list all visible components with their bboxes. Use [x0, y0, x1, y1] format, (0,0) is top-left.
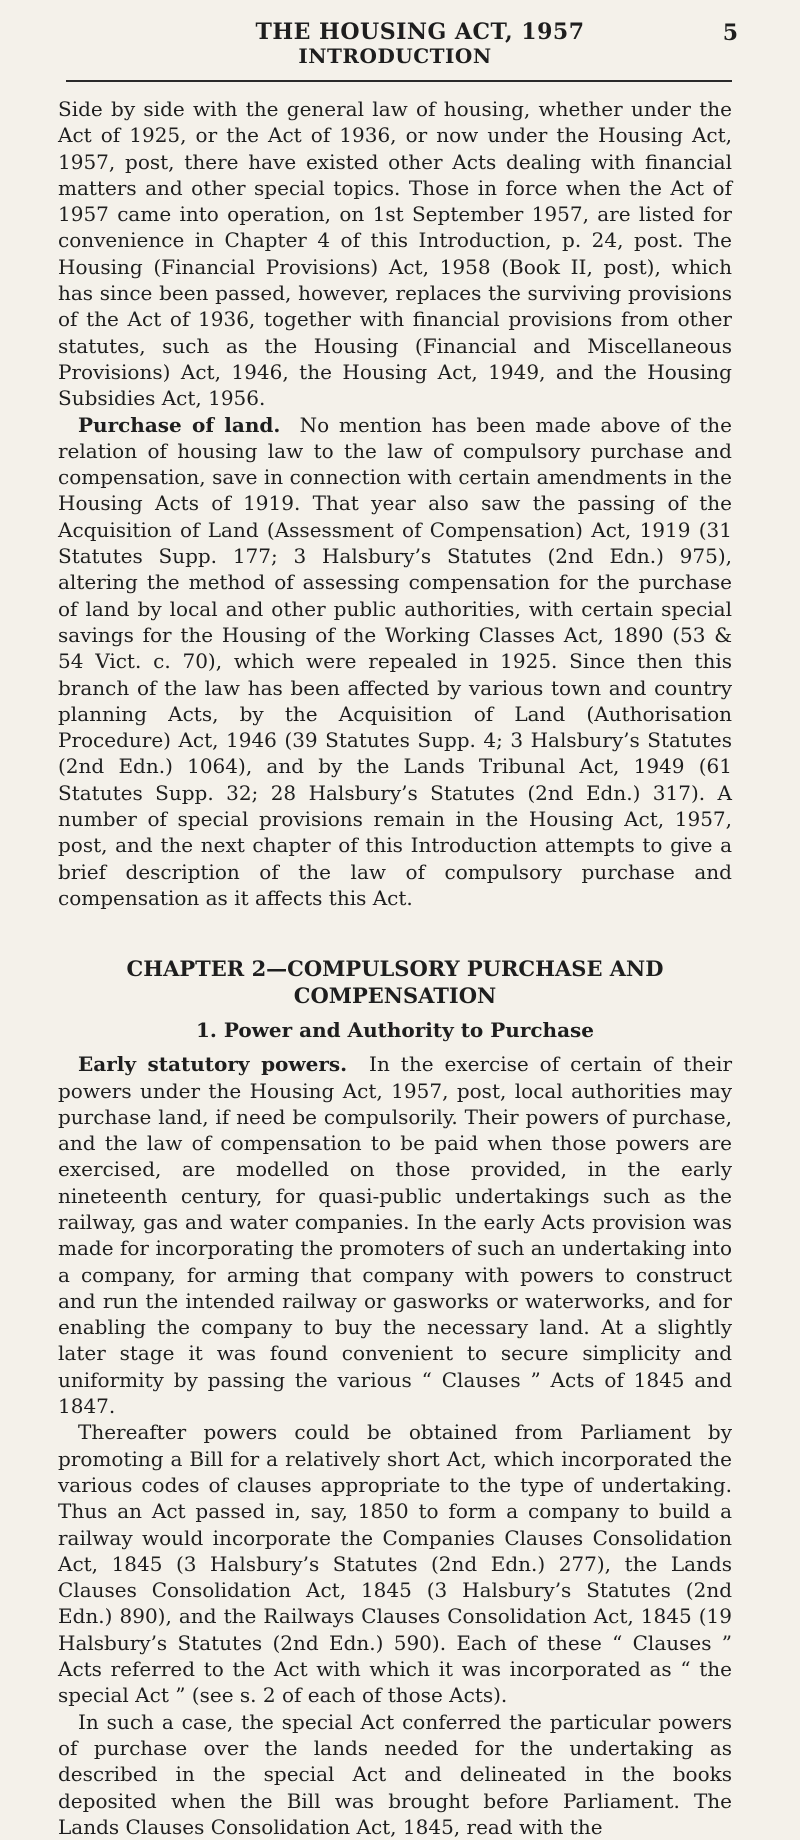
section-heading: 1. Power and Authority to Purchase	[195, 1018, 595, 1043]
paragraph-text: No mention has been made above of the relation of housing law to the law of compulsory purchase and compensation, save in connection with certain amendments in the Housing Acts of 1919. That year also saw the passing of the Acquisition of Land (Assessment of Compensation) Act, 1919 (31 Statutes Supp. 177; 3 Halsbury’s Statutes (2nd Edn.) 975), altering the method of assessing compensation for the purchase of land by local and other public authorities, with certain special savings for the Housing of the Working Classes Act, 1890 (53 & 54 Vict. c. 70), which were repealed in 1925. Since then this branch of the law has been affected by various town and country planning Acts, by the Acquisition of Land (Authorisation Procedure) Act, 1946 (39 Statutes Supp. 4; 3 Halsbury’s Statutes (2nd Edn.) 1064), and by the Lands Tribunal Act, 1949 (61 Statutes Supp. 32; 28 Halsbury’s Statutes (2nd Edn.) 317). A number of special provisions remain in the Housing Act, 1957, post, and the next chapter of this Introduction attempts to give a brief description of the law of compulsory purchase and compensation as it affects this Act.	[58, 412, 732, 910]
intro-paragraph-1: Side by side with the general law of housing, whether under the Act of 1925, or the Act of 1936, or now under the Housing Act, 1957, post, there have existed other Acts dealing with financial matters and other special topics. Those in force when the Act of 1957 came into operation, on 1st September 1957, are listed for convenience in Chapter 4 of this Introduction, p. 24, post. The Housing (Financial Provisions) Act, 1958 (Book II, post), which has since been passed, however, replaces the surviving provisions of the Act of 1936, together with financial provisions from other statutes, such as the Housing (Financial and Miscellaneous Provisions) Act, 1946, the Housing Act, 1949, and the Housing Subsidies Act, 1956.	[58, 97, 732, 411]
paragraph-text: In the exercise of certain of their powers under the Housing Act, 1957, post, local authorities may purchase land, if need be compulsorily. Their powers of purchase, and the law of compensation to be paid when those powers are exercised, are modelled on those provided, in the early nineteenth century, for quasi-public undertakings such as the railway, gas and water companies. In the early Acts provision was made for incorporating the promoters of such an undertaking into a company, for arming that company with powers to construct and run the intended railway or gasworks or waterworks, and for enabling the company to buy the necessary land. At a slightly later stage it was found convenient to secure simplicity and uniformity by passing the various “ Clauses ” Acts of 1845 and 1847.	[58, 1052, 733, 1419]
header-subtitle: INTRODUCTION	[298, 44, 492, 68]
running-header	[58, 19, 738, 74]
intro-paragraph-2	[58, 412, 732, 912]
chapter-paragraph-2: Thereafter powers could be obtained from Parliament by promoting a Bill for a relatively short Act, which incorporated the various codes of clauses appropriate to the type of undertaking. Thus an Act passed in, say, 1850 to form a company to build a railway would incorporate the Companies Clauses Consolidation Act, 1845 (3 Halsbury’s Statutes (2nd Edn.) 277), the Lands Clauses Consolidation Act, 1845 (3 Halsbury’s Statutes (2nd Edn.) 890), and the Railways Clauses Consolidation Act, 1845 (19 Halsbury’s Statutes (2nd Edn.) 590). Each of these “ Clauses ” Acts referred to the Act with which it was incorporated as “ the special Act ” (see s. 2 of each of those Acts).	[58, 1420, 732, 1708]
page-number: 5	[722, 20, 738, 46]
run-in-heading-purchase-of-land: Purchase of land.	[78, 412, 281, 437]
chapter-paragraph-1	[58, 1051, 732, 1419]
chapter-heading	[58, 955, 732, 1009]
header-rule	[66, 80, 732, 82]
chapter-heading-line-2: COMPENSATION	[293, 983, 497, 1009]
run-in-heading-early-statutory-powers: Early statutory powers.	[78, 1052, 348, 1077]
header-title: THE HOUSING ACT, 1957	[255, 19, 585, 45]
chapter-paragraph-3: In such a case, the special Act conferred the particular powers of purchase over the lands needed for the undertaking as described in the special Act and delineated in the books deposited when the Bill was brought before Parliament. The Lands Clauses Consolidation Act, 1845, read with the	[58, 1709, 732, 1839]
chapter-heading-line-1: CHAPTER 2—COMPULSORY PURCHASE AND	[126, 956, 664, 982]
